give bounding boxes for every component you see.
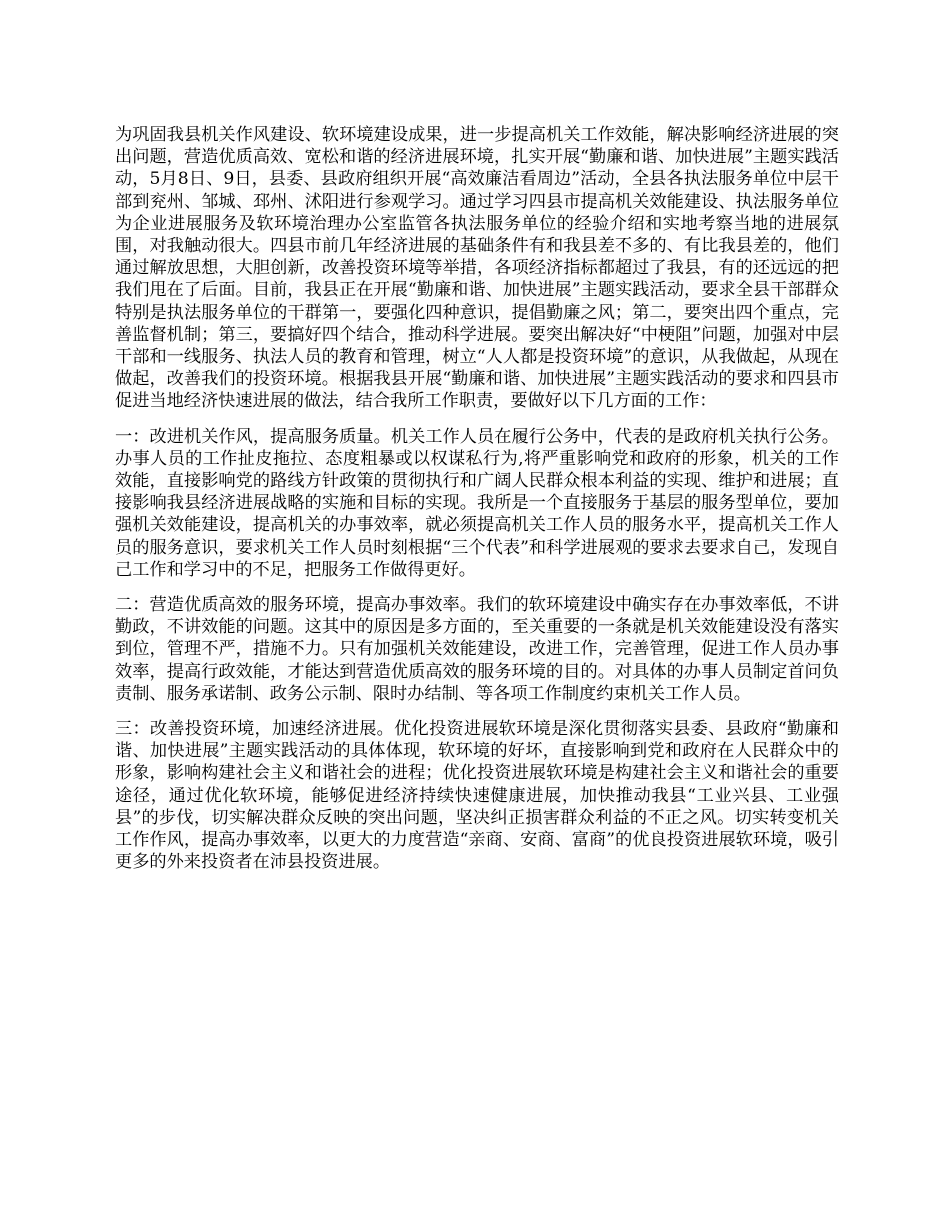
section-one-paragraph: 一：改进机关作风，提高服务质量。机关工作人员在履行公务中，代表的是政府机关执行公务。办事人员的工作扯皮拖拉、态度粗暴或以权谋私行为,将严重影响党和政府的形象，机关的工作效能，直接影响党的路线方针政策的贯彻执行和广阔人民群众根本利益的实现、维护和进展；直接影响我县经济进展战略的实施和目标的实现。我所是一个直接服务于基层的服务型单位，要加强机关效能建设，提高机关的办事效率，就必须提高机关工作人员的服务水平，提高机关工作人员的服务意识，要求机关工作人员时刻根据“三个代表”和科学进展观的要求去要求自己，发现自己工作和学习中的不足，把服务工作做得更好。 (115, 426, 839, 580)
section-two-paragraph: 二：营造优质高效的服务环境，提高办事效率。我们的软环境建设中确实存在办事效率低，不讲勤政，不讲效能的问题。这其中的原因是多方面的，至关重要的一条就是机关效能建设没有落实到位，管理不严，措施不力。只有加强机关效能建设，改进工作，完善管理，促进工作人员办事效率，提高行政效能，才能达到营造优质高效的服务环境的目的。对具体的办事人员制定首问负责制、服务承诺制、政务公示制、限时办结制、等各项工作制度约束机关工作人员。 (115, 595, 839, 704)
section-three-paragraph: 三：改善投资环境，加速经济进展。优化投资进展软环境是深化贯彻落实县委、县政府“勤廉和谐、加快进展”主题实践活动的具体体现，软环境的好坏，直接影响到党和政府在人民群众中的形象，影响构建社会主义和谐社会的进程；优化投资进展软环境是构建社会主义和谐社会的重要途径，通过优化软环境，能够促进经济持续快速健康进展，加快推动我县“工业兴县、工业强县”的步伐，切实解决群众反映的突出问题，坚决纠正损害群众利益的不正之风。切实转变机关工作作风，提高办事效率，以更大的力度营造“亲商、安商、富商”的优良投资进展软环境，吸引更多的外来投资者在沛县投资进展。 (115, 719, 839, 873)
intro-paragraph: 为巩固我县机关作风建设、软环境建设成果，进一步提高机关工作效能，解决影响经济进展的突出问题，营造优质高效、宽松和谐的经济进展环境，扎实开展“勤廉和谐、加快进展”主题实践活动，5月8日、9日，县委、县政府组织开展“高效廉洁看周边”活动，全县各执法服务单位中层干部到兖州、邹城、邳州、沭阳进行参观学习。通过学习四县市提高机关效能建设、执法服务单位为企业进展服务及软环境治理办公室监管各执法服务单位的经验介绍和实地考察当地的进展氛围，对我触动很大。四县市前几年经济进展的基础条件有和我县差不多的、有比我县差的，他们通过解放思想，大胆创新，改善投资环境等举措，各项经济指标都超过了我县，有的还远远的把我们甩在了后面。目前，我县正在开展“勤廉和谐、加快进展”主题实践活动，要求全县干部群众特别是执法服务单位的干群第一，要强化四种意识，提倡勤廉之风；第二，要突出四个重点，完善监督机制；第三，要搞好四个结合，推动科学进展。要突出解决好“中梗阻”问题，加强对中层干部和一线服务、执法人员的教育和管理，树立“人人都是投资环境”的意识，从我做起，从现在做起，改善我们的投资环境。根据我县开展“勤廉和谐、加快进展”主题实践活动的要求和四县市促进当地经济快速进展的做法，结合我所工作职责，要做好以下几方面的工作： (115, 125, 839, 412)
document-body (115, 124, 839, 887)
